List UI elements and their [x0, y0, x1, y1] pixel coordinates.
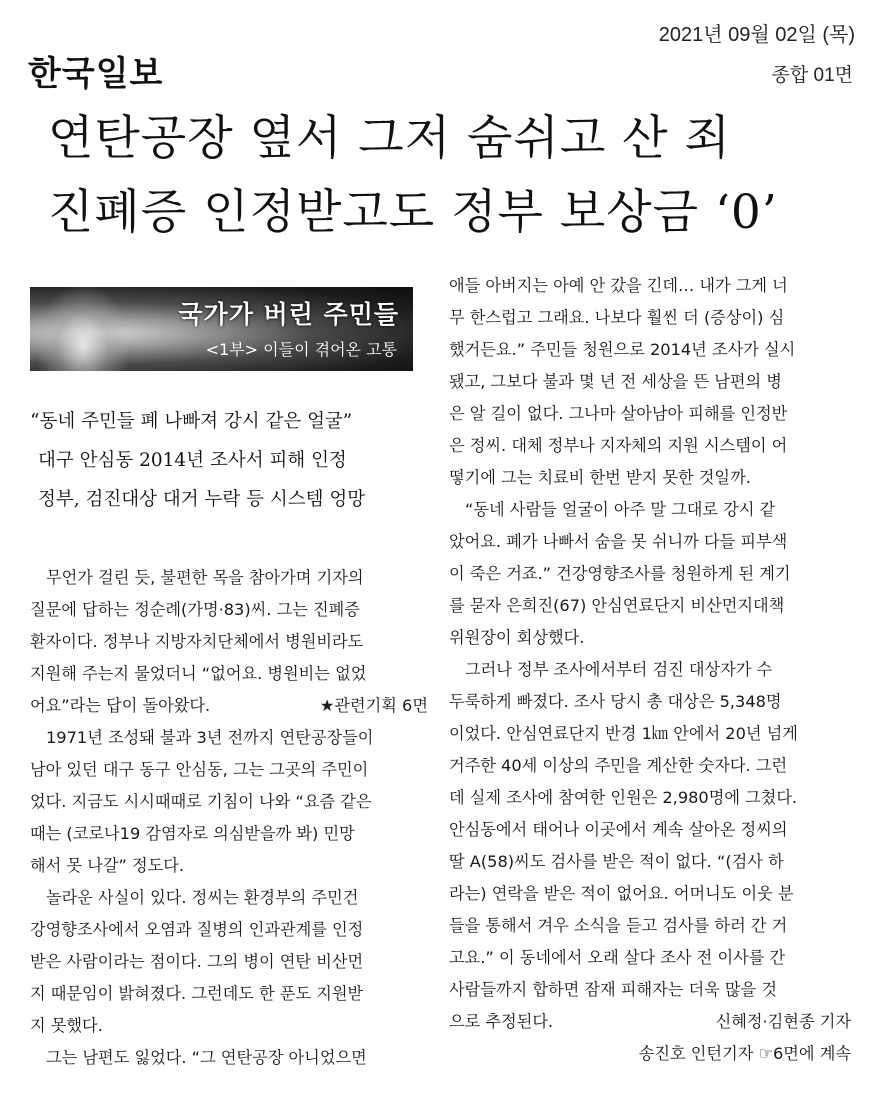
article-line: 환자이다. 정부나 지방자치단체에서 병원비라도 — [30, 632, 364, 651]
article-line: 딸 A(58)씨도 검사를 받은 적이 없다. “(검사 하 — [449, 852, 784, 871]
article-line: 라는) 연락을 받은 적이 없어요. 어머니도 이웃 분 — [449, 884, 794, 903]
masthead-logo: 한국일보 — [28, 54, 164, 94]
article-line: 남아 있던 대구 동구 안심동, 그는 그곳의 주민이 — [30, 760, 369, 779]
article-line: 해서 못 나갈” 정도다. — [30, 856, 185, 875]
series-banner — [30, 287, 413, 371]
article-line: 무언가 걸린 듯, 불편한 목을 참아가며 기자의 — [46, 568, 364, 587]
banner-smoke-image — [38, 287, 128, 371]
article-line: 했거든요.” 주민들 청원으로 2014년 조사가 실시 — [449, 340, 796, 359]
article-line: 었다. 지금도 시시때때로 기침이 나와 “요즘 같은 — [30, 792, 372, 811]
article-line: 됐고, 그보다 불과 몇 년 전 세상을 뜬 남편의 병 — [449, 372, 782, 391]
headline — [48, 102, 848, 250]
article-line: 1971년 조성돼 불과 3년 전까지 연탄공장들이 — [46, 728, 374, 747]
article-line-text: 어요”라는 답이 돌아왔다. — [30, 696, 211, 715]
related-story-link[interactable]: ★관련기획 6면 — [319, 696, 428, 715]
article-line: 질문에 답하는 정순례(가명·83)씨. 그는 진폐증 — [30, 600, 360, 619]
article-line — [449, 1006, 851, 1038]
article-line: 놀라운 사실이 있다. 정씨는 환경부의 주민건 — [46, 888, 359, 907]
article-line: 지 못했다. — [30, 1016, 103, 1035]
article-line — [30, 690, 428, 722]
article-line: 지원해 주는지 물었더니 “없어요. 병원비는 없었 — [30, 664, 367, 683]
article-line: 그는 남편도 잃었다. “그 연탄공장 아니었으면 — [46, 1048, 367, 1067]
headline-line-2: 진폐증 인정받고도 정부 보상금 ‘0’ — [48, 185, 778, 240]
article-line: 안심동에서 태어나 이곳에서 계속 살아온 정씨의 — [449, 820, 788, 839]
article-line: 은 정씨. 대체 정부나 지자체의 지원 시스템이 어 — [449, 436, 788, 455]
article-line: 받은 사람이라는 점이다. 그의 병이 연탄 비산먼 — [30, 952, 364, 971]
article-line: 두룩하게 빠졌다. 조사 당시 총 대상은 5,348명 — [449, 692, 782, 711]
subhead-1: “동네 주민들 폐 나빠져 강시 같은 얼굴” — [30, 411, 353, 432]
article-line: 이었다. 안심연료단지 반경 1㎞ 안에서 20년 넘게 — [449, 724, 798, 743]
banner-title: 국가가 버린 주민들 — [178, 300, 399, 329]
article-line: 이 죽은 거죠.” 건강영향조사를 청원하게 된 계기 — [449, 564, 791, 583]
article-line: 무 한스럽고 그래요. 나보다 훨씬 더 (증상이) 심 — [449, 308, 785, 327]
article-line: 그러나 정부 조사에서부터 검진 대상자가 수 — [465, 660, 773, 679]
article-line: 위원장이 회상했다. — [449, 628, 585, 647]
article-line: 떻기에 그는 치료비 한번 받지 못한 것일까. — [449, 468, 751, 487]
subheads — [30, 402, 440, 519]
article-line-text: 으로 추정된다. — [449, 1012, 554, 1031]
article-line: 은 알 길이 없다. 그나마 살아남아 피해를 인정반 — [449, 404, 788, 423]
article-line: 때는 (코로나19 감염자로 의심받을까 봐) 민망 — [30, 824, 355, 843]
article-line: 들을 통해서 겨우 소식을 듣고 검사를 하러 간 거 — [449, 916, 788, 935]
article-line: “동네 사람들 얼굴이 아주 말 그대로 강시 같 — [465, 500, 776, 519]
article-line: 애들 아버지는 아예 안 갔을 긴데… 내가 그게 너 — [449, 276, 788, 295]
byline-reporters: 신혜정·김현종 기자 — [715, 1012, 851, 1031]
banner-subtitle: <1부> 이들이 겪어온 고통 — [205, 340, 397, 359]
subhead-2: 대구 안심동 2014년 조사서 피해 인정 — [38, 450, 347, 471]
article-line: 사람들까지 합하면 잠재 피해자는 더욱 많을 것 — [449, 980, 777, 999]
publication-date: 2021년 09월 02일 (목) — [658, 24, 855, 46]
headline-line-1: 연탄공장 옆서 그저 숨쉬고 산 죄 — [48, 111, 731, 166]
article-left-column — [30, 562, 428, 1074]
article-line: 았어요. 폐가 나빠서 숨을 못 쉬니까 다들 피부색 — [449, 532, 788, 551]
article-line: 를 묻자 은희진(67) 안심연료단지 비산먼지대책 — [449, 596, 785, 615]
article-line: 데 실제 조사에 참여한 인원은 2,980명에 그쳤다. — [449, 788, 798, 807]
byline-intern-continued: 송진호 인턴기자 ☞6면에 계속 — [638, 1044, 851, 1063]
article-line: 거주한 40세 이상의 주민을 계산한 숫자다. 그런 — [449, 756, 788, 775]
page-number: 종합 01면 — [771, 65, 853, 86]
article-line: 지 때문임이 밝혀졌다. 그런데도 한 푼도 지원받 — [30, 984, 364, 1003]
subhead-3: 정부, 검진대상 대거 누락 등 시스템 엉망 — [38, 489, 366, 510]
article-line: 고요.” 이 동네에서 오래 살다 조사 전 이사를 간 — [449, 948, 786, 967]
article-line: 강영향조사에서 오염과 질병의 인과관계를 인정 — [30, 920, 364, 939]
article-right-column — [449, 270, 851, 1070]
